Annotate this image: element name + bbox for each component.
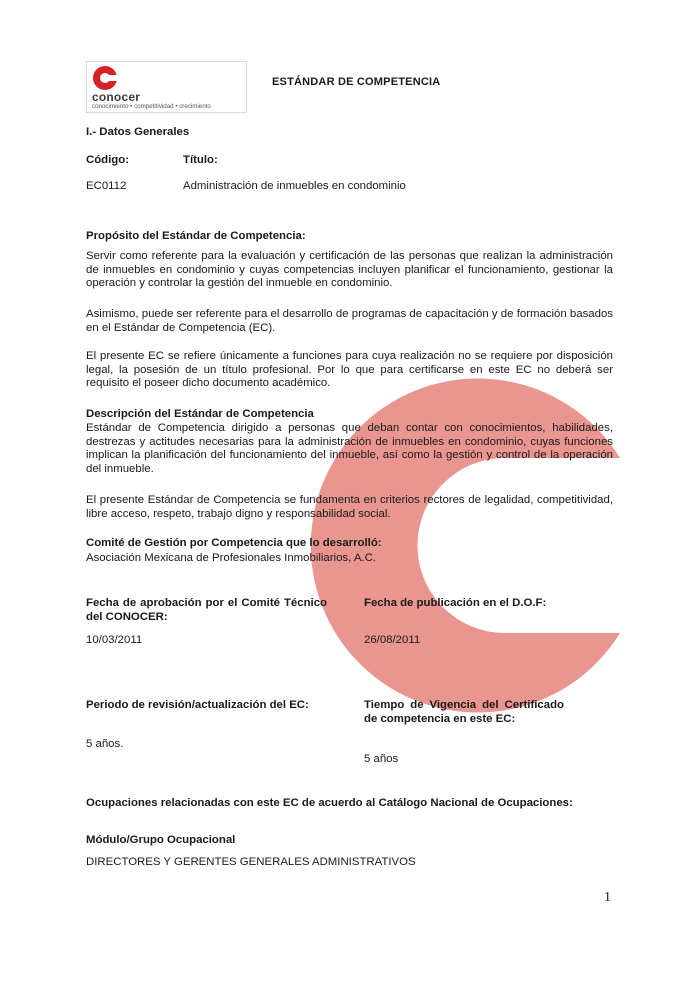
publication-date-value: 26/08/2011 xyxy=(364,634,421,646)
purpose-paragraph-2: Asimismo, puede ser referente para el desarrollo de programas de capacitación y de formación basados en el Estándar de Competencia (EC). xyxy=(86,308,613,334)
description-heading: Descripción del Estándar de Competencia xyxy=(86,408,314,420)
code-label: Código: xyxy=(86,154,130,166)
title-value: Administración de inmuebles en condominio xyxy=(183,180,406,192)
code-value: EC0112 xyxy=(86,180,127,192)
purpose-heading: Propósito del Estándar de Competencia: xyxy=(86,230,306,242)
logo-name: conocer xyxy=(92,90,141,104)
validity-value: 5 años xyxy=(364,753,399,765)
purpose-paragraph-3: El presente EC se refiere únicamente a funciones para cuya realización no se requiere por disposición legal, la posesión de un título profesional. Por lo que para certificarse en este EC no deberá ser requisito el poseer dicho documento académico. xyxy=(86,350,613,390)
approval-date-value: 10/03/2011 xyxy=(86,634,143,646)
description-paragraph-2: El presente Estándar de Competencia se fundamenta en criterios rectores de legalidad, competitividad, libre acceso, respeto, trabajo digno y responsabilidad social. xyxy=(86,494,613,520)
review-period-value: 5 años. xyxy=(86,738,124,750)
title-label: Título: xyxy=(183,154,218,166)
page-number: 1 xyxy=(604,890,611,905)
publication-date-label: Fecha de publicación en el D.O.F: xyxy=(364,597,547,609)
description-paragraph-1: Estándar de Competencia dirigido a personas que deban contar con conocimientos, habilidades, destrezas y actitudes necesarias para la administración de inmuebles en condominio, cuyas funciones implican la planificación del funcionamiento del inmueble, así como la gestión y control de la operación del inmueble. xyxy=(86,422,613,475)
conocer-logo xyxy=(86,61,247,113)
logo-tagline: conocimiento • competitividad • crecimiento xyxy=(92,103,211,110)
committee-heading: Comité de Gestión por Competencia que lo desarrolló: xyxy=(86,537,382,549)
purpose-paragraph-1: Servir como referente para la evaluación y certificación de las personas que realizan la administración de inmuebles en condominio y cuyas competencias incluyen planificar el funcionamiento, gestionar la operación y controlar la gestión del inmueble en condominio. xyxy=(86,250,613,290)
approval-date-label: Fecha de aprobación por el Comité Técnico del CONOCER: xyxy=(86,597,327,623)
document-title: ESTÁNDAR DE COMPETENCIA xyxy=(272,76,441,88)
committee-value: Asociación Mexicana de Profesionales Inmobiliarios, A.C. xyxy=(86,552,376,564)
occupations-heading: Ocupaciones relacionadas con este EC de acuerdo al Catálogo Nacional de Ocupaciones: xyxy=(86,797,573,809)
conocer-logo-icon xyxy=(92,65,118,91)
module-label: Módulo/Grupo Ocupacional xyxy=(86,834,236,846)
validity-label: Tiempo de Vigencia del Certificado de competencia en este EC: xyxy=(364,699,564,725)
review-period-label: Periodo de revisión/actualización del EC: xyxy=(86,699,309,711)
section-title-general: I.- Datos Generales xyxy=(86,126,190,138)
module-value: DIRECTORES Y GERENTES GENERALES ADMINISTRATIVOS xyxy=(86,856,416,868)
